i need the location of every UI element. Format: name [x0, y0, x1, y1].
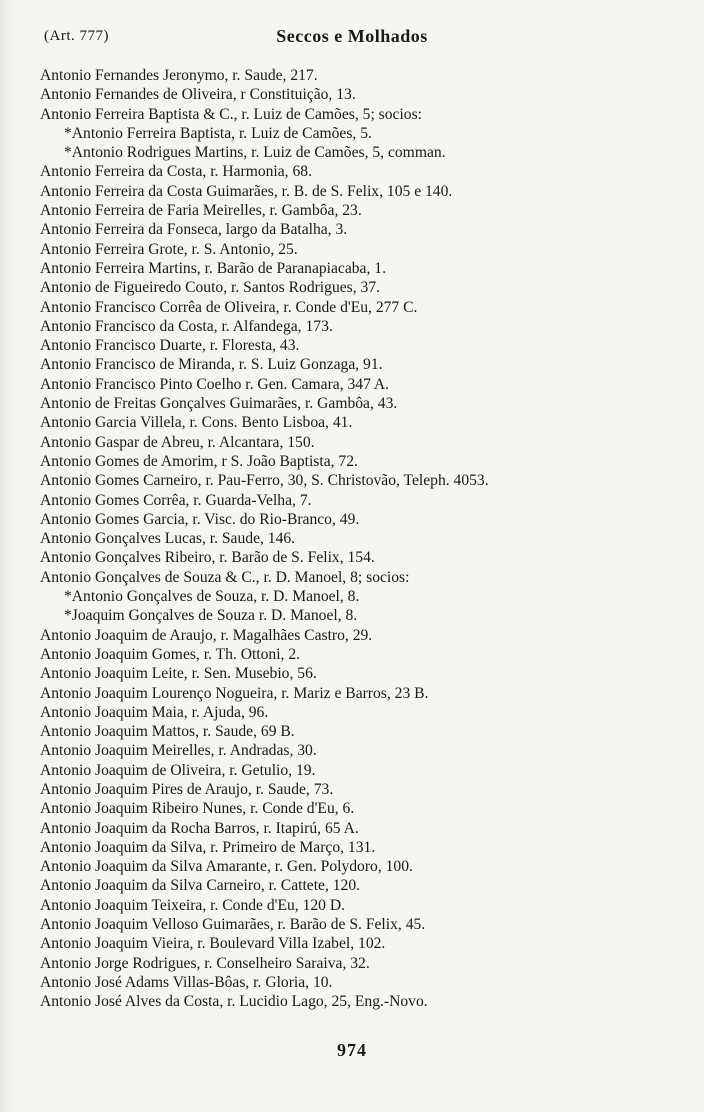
article-number: (Art. 777): [44, 28, 109, 44]
directory-entry: Antonio Joaquim Mattos, r. Saude, 69 B.: [40, 723, 295, 741]
partner-entry: *Antonio Ferreira Baptista, r. Luiz de Camões, 5.: [64, 124, 372, 142]
directory-entry: Antonio Jorge Rodrigues, r. Conselheiro Saraiva, 32.: [40, 954, 370, 972]
directory-entry: Antonio José Adams Villas-Bôas, r. Gloria, 10.: [40, 973, 333, 991]
directory-entry: Antonio José Alves da Costa, r. Lucidio Lago, 25, Eng.-Novo.: [40, 993, 428, 1011]
directory-entry: Antonio Francisco Pinto Coelho r. Gen. Camara, 347 A.: [40, 375, 390, 393]
directory-entry: Antonio Fernandes Jeronymo, r. Saude, 217.: [40, 67, 318, 84]
directory-entry: Antonio Ferreira da Costa, r. Harmonia, 68.: [40, 163, 312, 181]
directory-entry: Antonio Joaquim da Silva Carneiro, r. Cattete, 120.: [40, 877, 361, 895]
directory-entry: Antonio Gonçalves de Souza & C., r. D. Manoel, 8; socios:: [40, 568, 410, 586]
directory-entry: Antonio Joaquim Velloso Guimarães, r. Barão de S. Felix, 45.: [40, 916, 426, 934]
directory-entry: Antonio Ferreira Baptista & C., r. Luiz de Camões, 5; socios:: [40, 105, 422, 123]
directory-entry: Antonio Joaquim Pires de Araujo, r. Saude, 73.: [40, 780, 334, 798]
directory-entry: Antonio Francisco Corrêa de Oliveira, r. Conde d'Eu, 277 C.: [40, 298, 418, 316]
directory-entry: Antonio Joaquim de Oliveira, r. Getulio, 19.: [40, 761, 316, 779]
directory-entry: Antonio Francisco da Costa, r. Alfandega, 173.: [40, 317, 333, 335]
directory-entry: Antonio Gonçalves Ribeiro, r. Barão de S. Felix, 154.: [40, 549, 375, 567]
directory-entry: Antonio de Freitas Gonçalves Guimarães, r. Gambôa, 43.: [40, 395, 398, 413]
directory-entry: Antonio Gonçalves Lucas, r. Saude, 146.: [40, 530, 296, 548]
directory-entry: Antonio Gomes Corrêa, r. Guarda-Velha, 7.: [40, 491, 312, 509]
directory-entry: Antonio Francisco de Miranda, r. S. Luiz Gonzaga, 91.: [40, 356, 383, 374]
directory-entry: Antonio Joaquim de Araujo, r. Magalhães Castro, 29.: [40, 626, 373, 644]
directory-entry: Antonio Ferreira da Costa Guimarães, r. B. de S. Felix, 105 e 140.: [40, 182, 453, 200]
directory-entry: Antonio Joaquim da Silva, r. Primeiro de Março, 131.: [40, 838, 376, 856]
partner-entry: *Joaquim Gonçalves de Souza r. D. Manoel, 8.: [64, 607, 358, 625]
directory-entry: Antonio Ferreira Grote, r. S. Antonio, 25.: [40, 240, 298, 258]
directory-entry: Antonio de Figueiredo Couto, r. Santos Rodrigues, 37.: [40, 279, 381, 297]
directory-entry: Antonio Joaquim Vieira, r. Boulevard Villa Izabel, 102.: [40, 935, 386, 953]
directory-entry: Antonio Ferreira Martins, r. Barão de Paranapiacaba, 1.: [40, 259, 386, 277]
directory-entry: Antonio Joaquim da Silva Amarante, r. Gen. Polydoro, 100.: [40, 858, 413, 876]
directory-entry: Antonio Ferreira de Faria Meirelles, r. Gambôa, 23.: [40, 202, 362, 220]
page-edge-shadow: [0, 0, 14, 1112]
directory-entry: Antonio Garcia Villela, r. Cons. Bento Lisboa, 41.: [40, 414, 353, 432]
directory-entry: Antonio Joaquim Teixeira, r. Conde d'Eu, 120 D.: [40, 896, 346, 914]
directory-entry: Antonio Joaquim Meirelles, r. Andradas, 30.: [40, 742, 317, 760]
directory-entry: Antonio Joaquim da Rocha Barros, r. Itapirú, 65 A.: [40, 819, 359, 837]
directory-entry: Antonio Joaquim Maia, r. Ajuda, 96.: [40, 703, 269, 721]
directory-entry: Antonio Francisco Duarte, r. Floresta, 43.: [40, 337, 300, 355]
directory-entry: Antonio Joaquim Leite, r. Sen. Musebio, 56.: [40, 665, 317, 683]
directory-entry: Antonio Joaquim Lourenço Nogueira, r. Mariz e Barros, 23 B.: [40, 684, 429, 702]
directory-listing: [40, 66, 680, 1012]
partner-entry: *Antonio Gonçalves de Souza, r. D. Manoel, 8.: [64, 588, 360, 606]
page-header: [0, 28, 704, 54]
directory-entry: Antonio Gomes Garcia, r. Visc. do Rio-Branco, 49.: [40, 510, 360, 528]
directory-entry: Antonio Joaquim Ribeiro Nunes, r. Conde d'Eu, 6.: [40, 800, 355, 818]
directory-entry: Antonio Gomes Carneiro, r. Pau-Ferro, 30, S. Christovão, Teleph. 4053.: [40, 472, 489, 490]
page-number: 974: [337, 1040, 367, 1060]
directory-entry: Antonio Gaspar de Abreu, r. Alcantara, 150.: [40, 433, 315, 451]
partner-entry: *Antonio Rodrigues Martins, r. Luiz de Camões, 5, comman.: [64, 144, 446, 162]
directory-entry: Antonio Joaquim Gomes, r. Th. Ottoni, 2.: [40, 645, 301, 663]
directory-entry: Antonio Ferreira da Fonseca, largo da Batalha, 3.: [40, 221, 348, 239]
directory-entry: Antonio Fernandes de Oliveira, r Constituição, 13.: [40, 86, 356, 104]
section-title: Seccos e Molhados: [276, 26, 428, 46]
directory-entry: Antonio Gomes de Amorim, r S. João Baptista, 72.: [40, 452, 358, 470]
